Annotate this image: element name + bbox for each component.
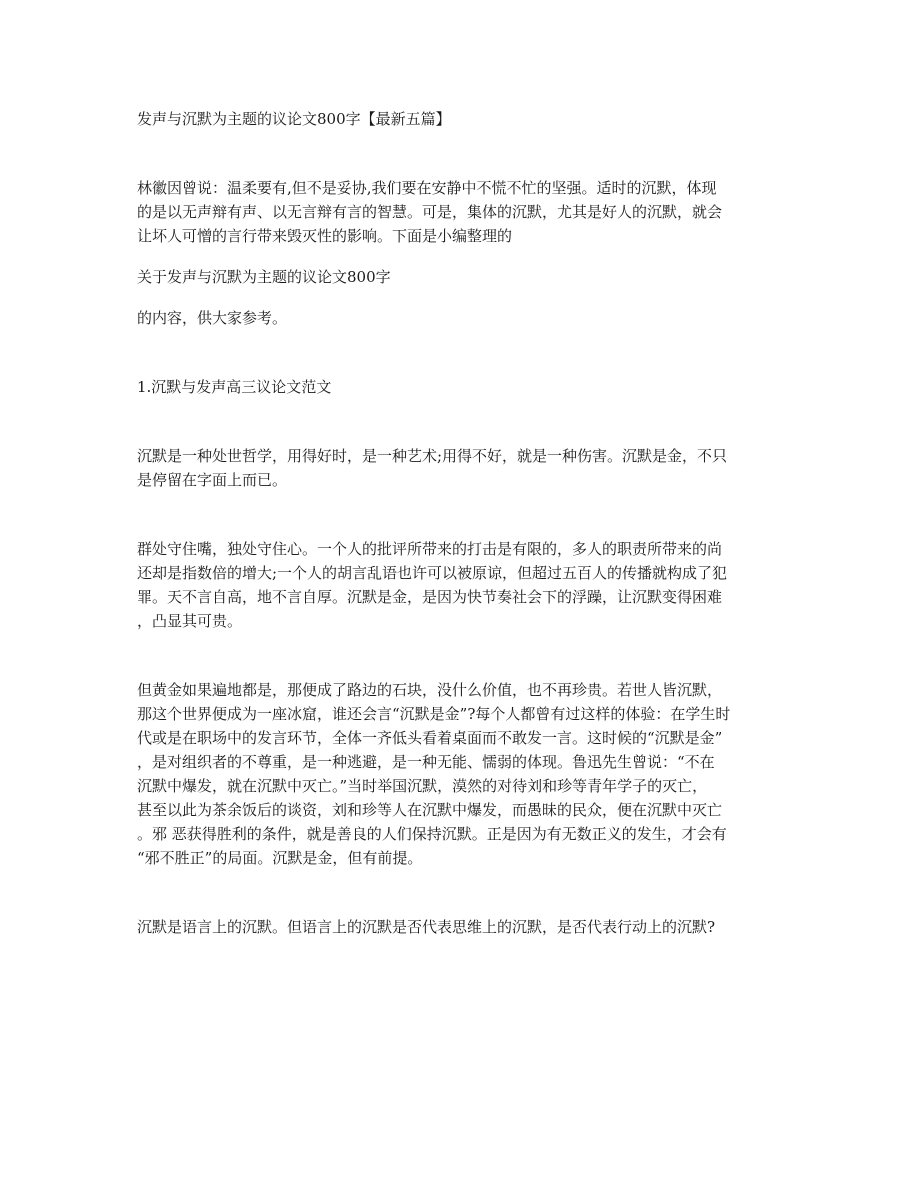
section-heading-line: 1.沉默与发声高三议论文范文 xyxy=(137,378,332,396)
title-line: 发声与沉默为主题的议论文800字【最新五篇】 xyxy=(137,110,451,128)
intro-line: 林徽因曾说：温柔要有,但不是妥协,我们要在安静中不慌不忙的坚强。适时的沉默，体现 xyxy=(137,179,717,197)
paragraph-line: 沉默是语言上的沉默。但语言上的沉默是否代表思维上的沉默，是否代表行动上的沉默? xyxy=(137,918,716,936)
paragraph-line: 沉默是一种处世哲学，用得好时，是一种艺术;用得不好，就是一种伤害。沉默是金，不只 xyxy=(137,447,728,465)
intro-line: 让坏人可憎的言行带来毁灭性的影响。下面是小编整理的 xyxy=(137,227,513,245)
paragraph-line: 是停留在字面上而已。 xyxy=(137,471,288,489)
body-paragraph-3 xyxy=(137,678,787,870)
intro-paragraph xyxy=(137,176,787,248)
body-paragraph-4 xyxy=(137,915,787,939)
section-heading xyxy=(137,375,787,399)
paragraph-line: 那这个世界便成为一座冰窟，谁还会言“沉默是金”?每个人都曾有过这样的体验：在学生时 xyxy=(137,705,731,723)
subtitle-line: 关于发声与沉默为主题的议论文800字 xyxy=(137,268,391,286)
paragraph-line: 。邪 恶获得胜利的条件，就是善良的人们保持沉默。正是因为有无数正义的发生，才会有 xyxy=(137,825,727,843)
paragraph-line: 代或是在职场中的发言环节，全体一齐低头看着桌面而不敢发一言。这时候的“沉默是金” xyxy=(137,729,723,747)
paragraph-line: ，凸显其可贵。 xyxy=(137,612,243,630)
paragraph-line: 甚至以此为茶余饭后的谈资，刘和珍等人在沉默中爆发，而愚昧的民众，便在沉默中灭亡 xyxy=(137,801,723,819)
intro-line: 的是以无声辩有声、以无言辩有言的智慧。可是，集体的沉默，尤其是好人的沉默，就会 xyxy=(137,203,723,221)
paragraph-line: 但黄金如果遍地都是，那便成了路边的石块，没什么价值，也不再珍贵。若世人皆沉默， xyxy=(137,681,723,699)
body-paragraph-1 xyxy=(137,444,787,492)
paragraph-line: “邪不胜正”的局面。沉默是金，但有前提。 xyxy=(137,849,423,867)
paragraph-line: ，是对组织者的不尊重，是一种逃避，是一种无能、懦弱的体现。鲁迅先生曾说：“不在 xyxy=(137,753,715,771)
paragraph-line: 还却是指数倍的增大;一个人的胡言乱语也许可以被原谅，但超过五百人的传播就构成了犯 xyxy=(137,564,728,582)
document-subtitle xyxy=(137,265,787,289)
document-title xyxy=(137,107,787,131)
body-paragraph-2 xyxy=(137,537,787,633)
intro-tail-line: 的内容，供大家参考。 xyxy=(137,309,288,327)
paragraph-line: 群处守住嘴，独处守住心。一个人的批评所带来的打击是有限的，多人的职责所带来的尚 xyxy=(137,540,723,558)
paragraph-line: 罪。天不言自高，地不言自厚。沉默是金，是因为快节奏社会下的浮躁，让沉默变得困难 xyxy=(137,588,723,606)
intro-tail xyxy=(137,306,787,330)
paragraph-line: 沉默中爆发，就在沉默中灭亡。”当时举国沉默，漠然的对待刘和珍等青年学子的灭亡， xyxy=(137,777,708,795)
document-body xyxy=(137,107,787,939)
